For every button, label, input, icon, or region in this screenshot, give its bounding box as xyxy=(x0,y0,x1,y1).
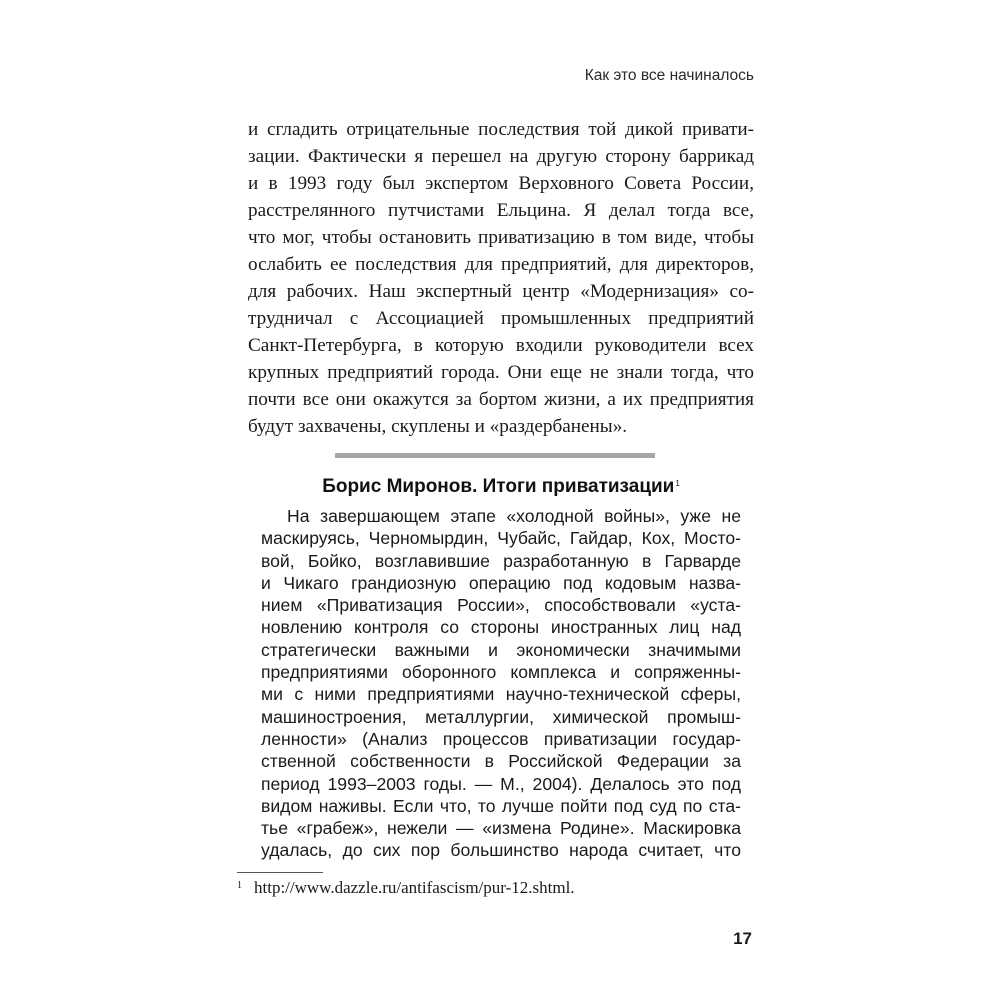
text-line: На завершающем этапе «холодной войны», уже не xyxy=(287,506,741,526)
text-line: ственной собственности в Российской Федерации за xyxy=(261,751,741,772)
text-line: видом наживы. Если что, то лучше пойти под суд по ста- xyxy=(261,795,741,816)
text-line: предприятиями оборонного комплекса и сопряженны- xyxy=(261,662,741,683)
footnote-divider xyxy=(237,872,323,873)
section-title-text: Борис Миронов. Итоги приватизации xyxy=(322,476,675,497)
text-line: крупных предприятий города. Они еще не знали тогда, что xyxy=(248,362,754,383)
text-line: нием «Приватизация России», способствовали «уста- xyxy=(261,595,741,616)
text-line: машиностроения, металлургии, химической промыш- xyxy=(261,706,741,727)
text-line: будут захвачены, скуплены и «раздербанены». xyxy=(248,416,628,437)
text-line: и сгладить отрицательные последствия той дикой привати- xyxy=(248,119,754,140)
text-line: ленности» (Анализ процессов приватизации государ- xyxy=(261,728,741,749)
quote-paragraph xyxy=(261,505,741,862)
text-line: Санкт-Петербурга, в которую входили руководители всех xyxy=(248,335,754,356)
text-line: ми с ними предприятиями научно-технической сферы, xyxy=(261,684,741,705)
text-line: стратегически важными и экономически значимыми xyxy=(261,639,741,660)
footnote xyxy=(237,877,575,899)
footnote-number: 1 xyxy=(237,880,242,891)
text-line: что мог, чтобы остановить приватизацию в том виде, чтобы xyxy=(248,227,754,248)
text-line: зации. Фактически я перешел на другую сторону баррикад xyxy=(248,146,754,167)
text-line: трудничал с Ассоциацией промышленных предприятий xyxy=(248,308,754,329)
main-paragraph xyxy=(248,116,754,440)
text-line: и Чикаго грандиозную операцию под кодовым назва- xyxy=(261,572,741,593)
section-divider xyxy=(335,453,655,458)
text-line: и в 1993 году был экспертом Верховного Совета России, xyxy=(248,173,754,194)
text-line: вой, Бойко, возглавившие разработанную в Гарварде xyxy=(261,550,741,571)
text-line: маскируясь, Черномырдин, Чубайс, Гайдар, Кох, Мосто- xyxy=(261,528,741,549)
text-line: новлению контроля со стороны иностранных лиц над xyxy=(261,617,741,638)
text-line: период 1993–2003 годы. — М., 2004). Делалось это под xyxy=(261,773,741,794)
footnote-link[interactable]: http://www.dazzle.ru/antifascism/pur-12.shtml. xyxy=(254,878,575,897)
text-line: удалась, до сих пор большинство народа считает, что xyxy=(261,840,741,861)
section-title xyxy=(248,474,754,500)
text-line: расстрелянного путчистами Ельцина. Я делал тогда все, xyxy=(248,200,754,221)
text-line: ослабить ее последствия для предприятий, для директоров, xyxy=(248,254,754,275)
footnote-reference[interactable]: 1 xyxy=(675,479,680,488)
text-line: почти все они окажутся за бортом жизни, а их предприятия xyxy=(248,389,754,410)
running-head: Как это все начиналось xyxy=(584,67,754,84)
text-line: для рабочих. Наш экспертный центр «Модернизация» со- xyxy=(248,281,754,302)
page-number: 17 xyxy=(733,929,752,948)
text-line: тье «грабеж», нежели — «измена Родине». Маскировка xyxy=(261,818,741,839)
